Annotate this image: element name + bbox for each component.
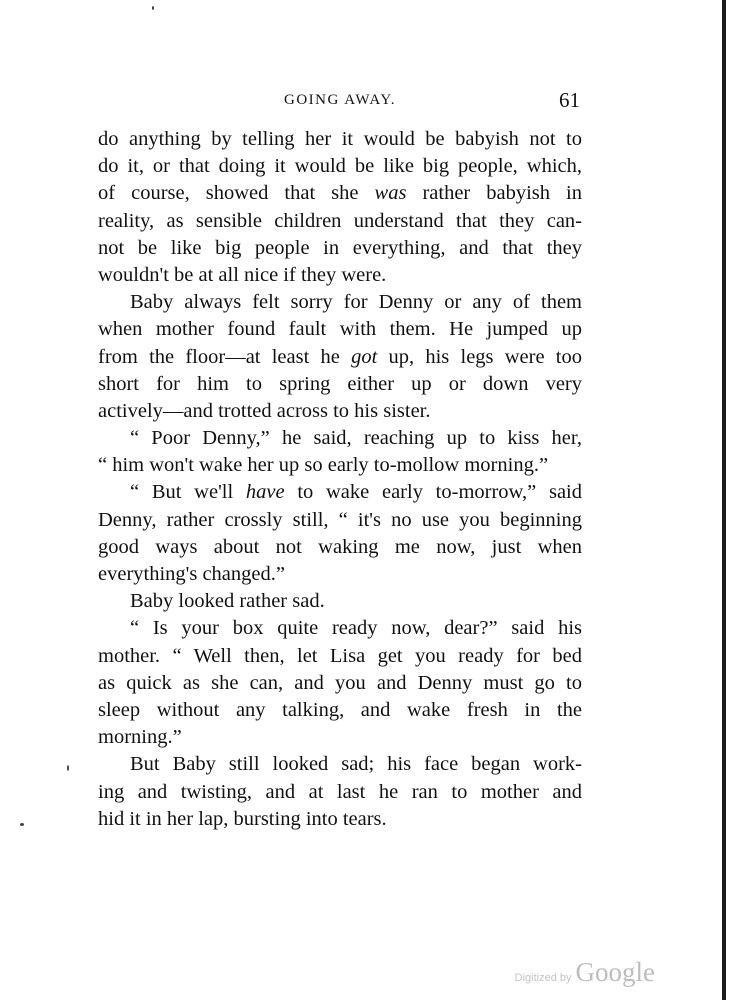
paragraph-start-line (98, 479, 582, 506)
text-line: not be like big people in everything, and that they (98, 236, 582, 259)
text-line: wouldn't be at all nice if they were. (98, 263, 387, 286)
emphasis: have (245, 481, 285, 504)
text-line: “ him won't wake her up so early to-mollow morning.” (98, 454, 549, 477)
paragraph-start-line: But Baby still looked sad; his face began work- (130, 753, 582, 776)
text-line: morning.” (98, 726, 182, 749)
text-line: when mother found fault with them. He jumped up (98, 318, 582, 341)
scan-speck (20, 823, 24, 826)
emphasis: got (351, 345, 378, 368)
text-run: from the floor—at least he (98, 345, 352, 368)
text-run: up, his legs were too (377, 345, 582, 368)
text-run: “ But we'll (130, 481, 246, 504)
text-line: as quick as she can, and you and Denny must go to (98, 671, 582, 694)
scan-speck (67, 765, 69, 771)
google-logo: Google (575, 957, 655, 987)
paragraph-start-line: “ Poor Denny,” he said, reaching up to kiss her, (130, 427, 582, 450)
text-line: sleep without any talking, and wake fresh in the (98, 698, 582, 721)
text-line (98, 180, 582, 207)
text-run: to wake early to-morrow,” said (284, 481, 582, 504)
text-line: everything's changed.” (98, 563, 285, 585)
text-run: rather babyish in (406, 182, 583, 205)
text-line: do anything by telling her it would be babyish not to (98, 128, 582, 150)
text-line: Denny, rather crossly still, “ it's no use you beginning (98, 508, 582, 531)
text-line: do it, or that doing it would be like big people, which, (98, 155, 582, 178)
text-line: ing and twisting, and at last he ran to mother and (98, 780, 582, 803)
text-line: mother. “ Well then, let Lisa get you ready for bed (98, 644, 582, 667)
scan-speck (152, 6, 154, 10)
body-text (98, 126, 582, 833)
running-head: GOING AWAY. (284, 92, 396, 108)
text-line: good ways about not waking me now, just when (98, 535, 582, 558)
paragraph-start-line: Baby looked rather sad. (130, 590, 325, 613)
text-line: hid it in her lap, bursting into tears. (98, 807, 387, 830)
digitization-watermark (515, 957, 655, 988)
digitized-label: Digitized by (514, 972, 572, 984)
emphasis: was (374, 182, 407, 205)
text-line: actively—and trotted across to his sister. (98, 399, 431, 422)
text-run: of course, showed that she (98, 182, 375, 205)
paragraph-start-line: Baby always felt sorry for Denny or any of them (130, 291, 582, 314)
text-line (98, 344, 582, 371)
page-header (98, 88, 582, 118)
text-line: reality, as sensible children understand that they can- (98, 209, 582, 232)
paragraph-start-line: “ Is your box quite ready now, dear?” said his (130, 617, 582, 640)
text-line: short for him to spring either up or down very (98, 372, 582, 395)
scan-page-edge (722, 0, 726, 1000)
page-number: 61 (559, 88, 580, 112)
